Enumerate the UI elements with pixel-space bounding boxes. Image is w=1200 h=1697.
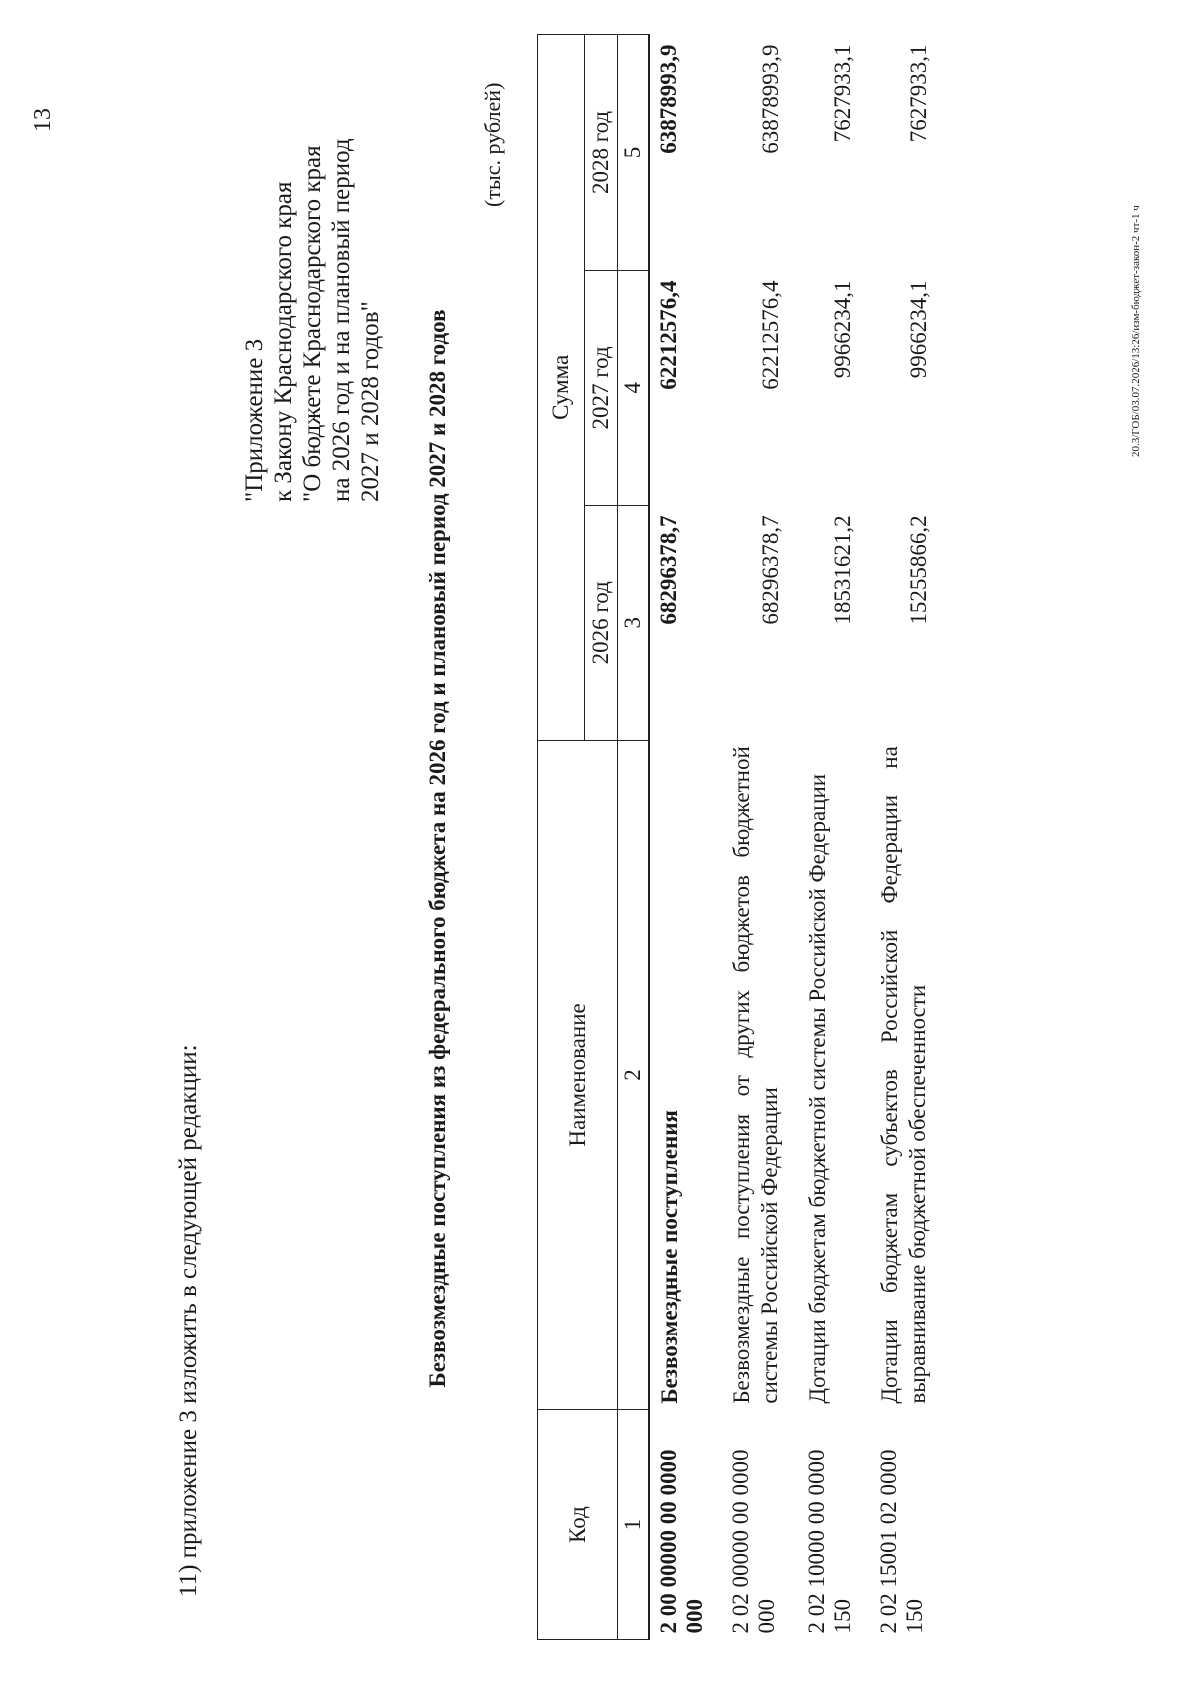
column-number: 4 bbox=[618, 270, 650, 505]
table-row bbox=[649, 35, 722, 1640]
column-number: 2 bbox=[618, 740, 650, 1409]
row-value-2026: 68296378,7 bbox=[656, 515, 681, 625]
row-name: Дотации бюджетам субъектов Российской Федерации на выравнивание бюджетной обеспеченности bbox=[877, 746, 930, 1404]
units-label: (тыс. рублей) bbox=[480, 82, 505, 207]
row-value-2028: 63878993,9 bbox=[758, 44, 783, 154]
appendix-line: 2027 и 2028 годов" bbox=[357, 301, 384, 502]
row-code: 2 02 00000 00 0000 000 bbox=[728, 1449, 779, 1634]
row-name: Дотации бюджетам бюджетной системы Российской Федерации bbox=[805, 773, 830, 1404]
revenue-table bbox=[537, 34, 946, 1640]
row-value-2028: 7627933,1 bbox=[830, 44, 855, 143]
header-year-2028: 2028 год bbox=[585, 35, 618, 271]
row-value-2027: 9966234,1 bbox=[830, 280, 855, 379]
row-code: 2 02 10000 00 0000 150 bbox=[804, 1449, 855, 1634]
header-code: Код bbox=[538, 1410, 618, 1640]
row-name: Безвозмездные поступления bbox=[657, 1110, 682, 1404]
appendix-line: "Приложение 3 bbox=[241, 338, 268, 502]
row-value-2026: 68296378,7 bbox=[758, 515, 783, 625]
column-number: 1 bbox=[618, 1410, 650, 1640]
column-number: 3 bbox=[618, 505, 650, 740]
header-sum: Сумма bbox=[538, 35, 585, 741]
table-row bbox=[722, 35, 798, 1640]
row-value-2028: 63878993,9 bbox=[656, 44, 681, 154]
appendix-line: к Закону Краснодарского края bbox=[270, 181, 297, 502]
header-name: Наименование bbox=[538, 740, 618, 1409]
appendix-line: "О бюджете Краснодарского края bbox=[299, 145, 326, 502]
table-row bbox=[798, 35, 870, 1640]
row-value-2027: 62212576,4 bbox=[758, 280, 783, 390]
appendix-reference bbox=[240, 138, 385, 502]
row-code: 2 00 00000 00 0000 000 bbox=[656, 1449, 707, 1634]
row-value-2026: 18531621,2 bbox=[830, 515, 855, 625]
header-year-2027: 2027 год bbox=[585, 270, 618, 505]
row-value-2027: 62212576,4 bbox=[656, 280, 681, 390]
row-value-2027: 9966234,1 bbox=[906, 280, 931, 379]
row-code: 2 02 15001 02 0000 150 bbox=[876, 1449, 927, 1634]
document-title: Безвозмездные поступления из федерального бюджета на 2026 год и плановый период 2027 и 2028 годов bbox=[425, 309, 450, 1388]
row-name: Безвозмездные поступления от других бюджетов бюджетной системы Российской Федерации bbox=[729, 746, 782, 1404]
page-number: 13 bbox=[30, 108, 56, 132]
column-number: 5 bbox=[618, 35, 650, 271]
intro-text: 11) приложение 3 изложить в следующей редакции: bbox=[175, 1044, 202, 1597]
footer-file-stamp: 20.3/ГОБ/03.07.2026/13:26/изм-бюджет-закон-2 чт-1 ч bbox=[1130, 205, 1142, 457]
appendix-line: на 2026 год и на плановый период bbox=[328, 138, 355, 502]
row-value-2026: 15255866,2 bbox=[906, 515, 931, 625]
header-year-2026: 2026 год bbox=[585, 505, 618, 740]
row-value-2028: 7627933,1 bbox=[906, 44, 931, 143]
table-row bbox=[870, 35, 946, 1640]
